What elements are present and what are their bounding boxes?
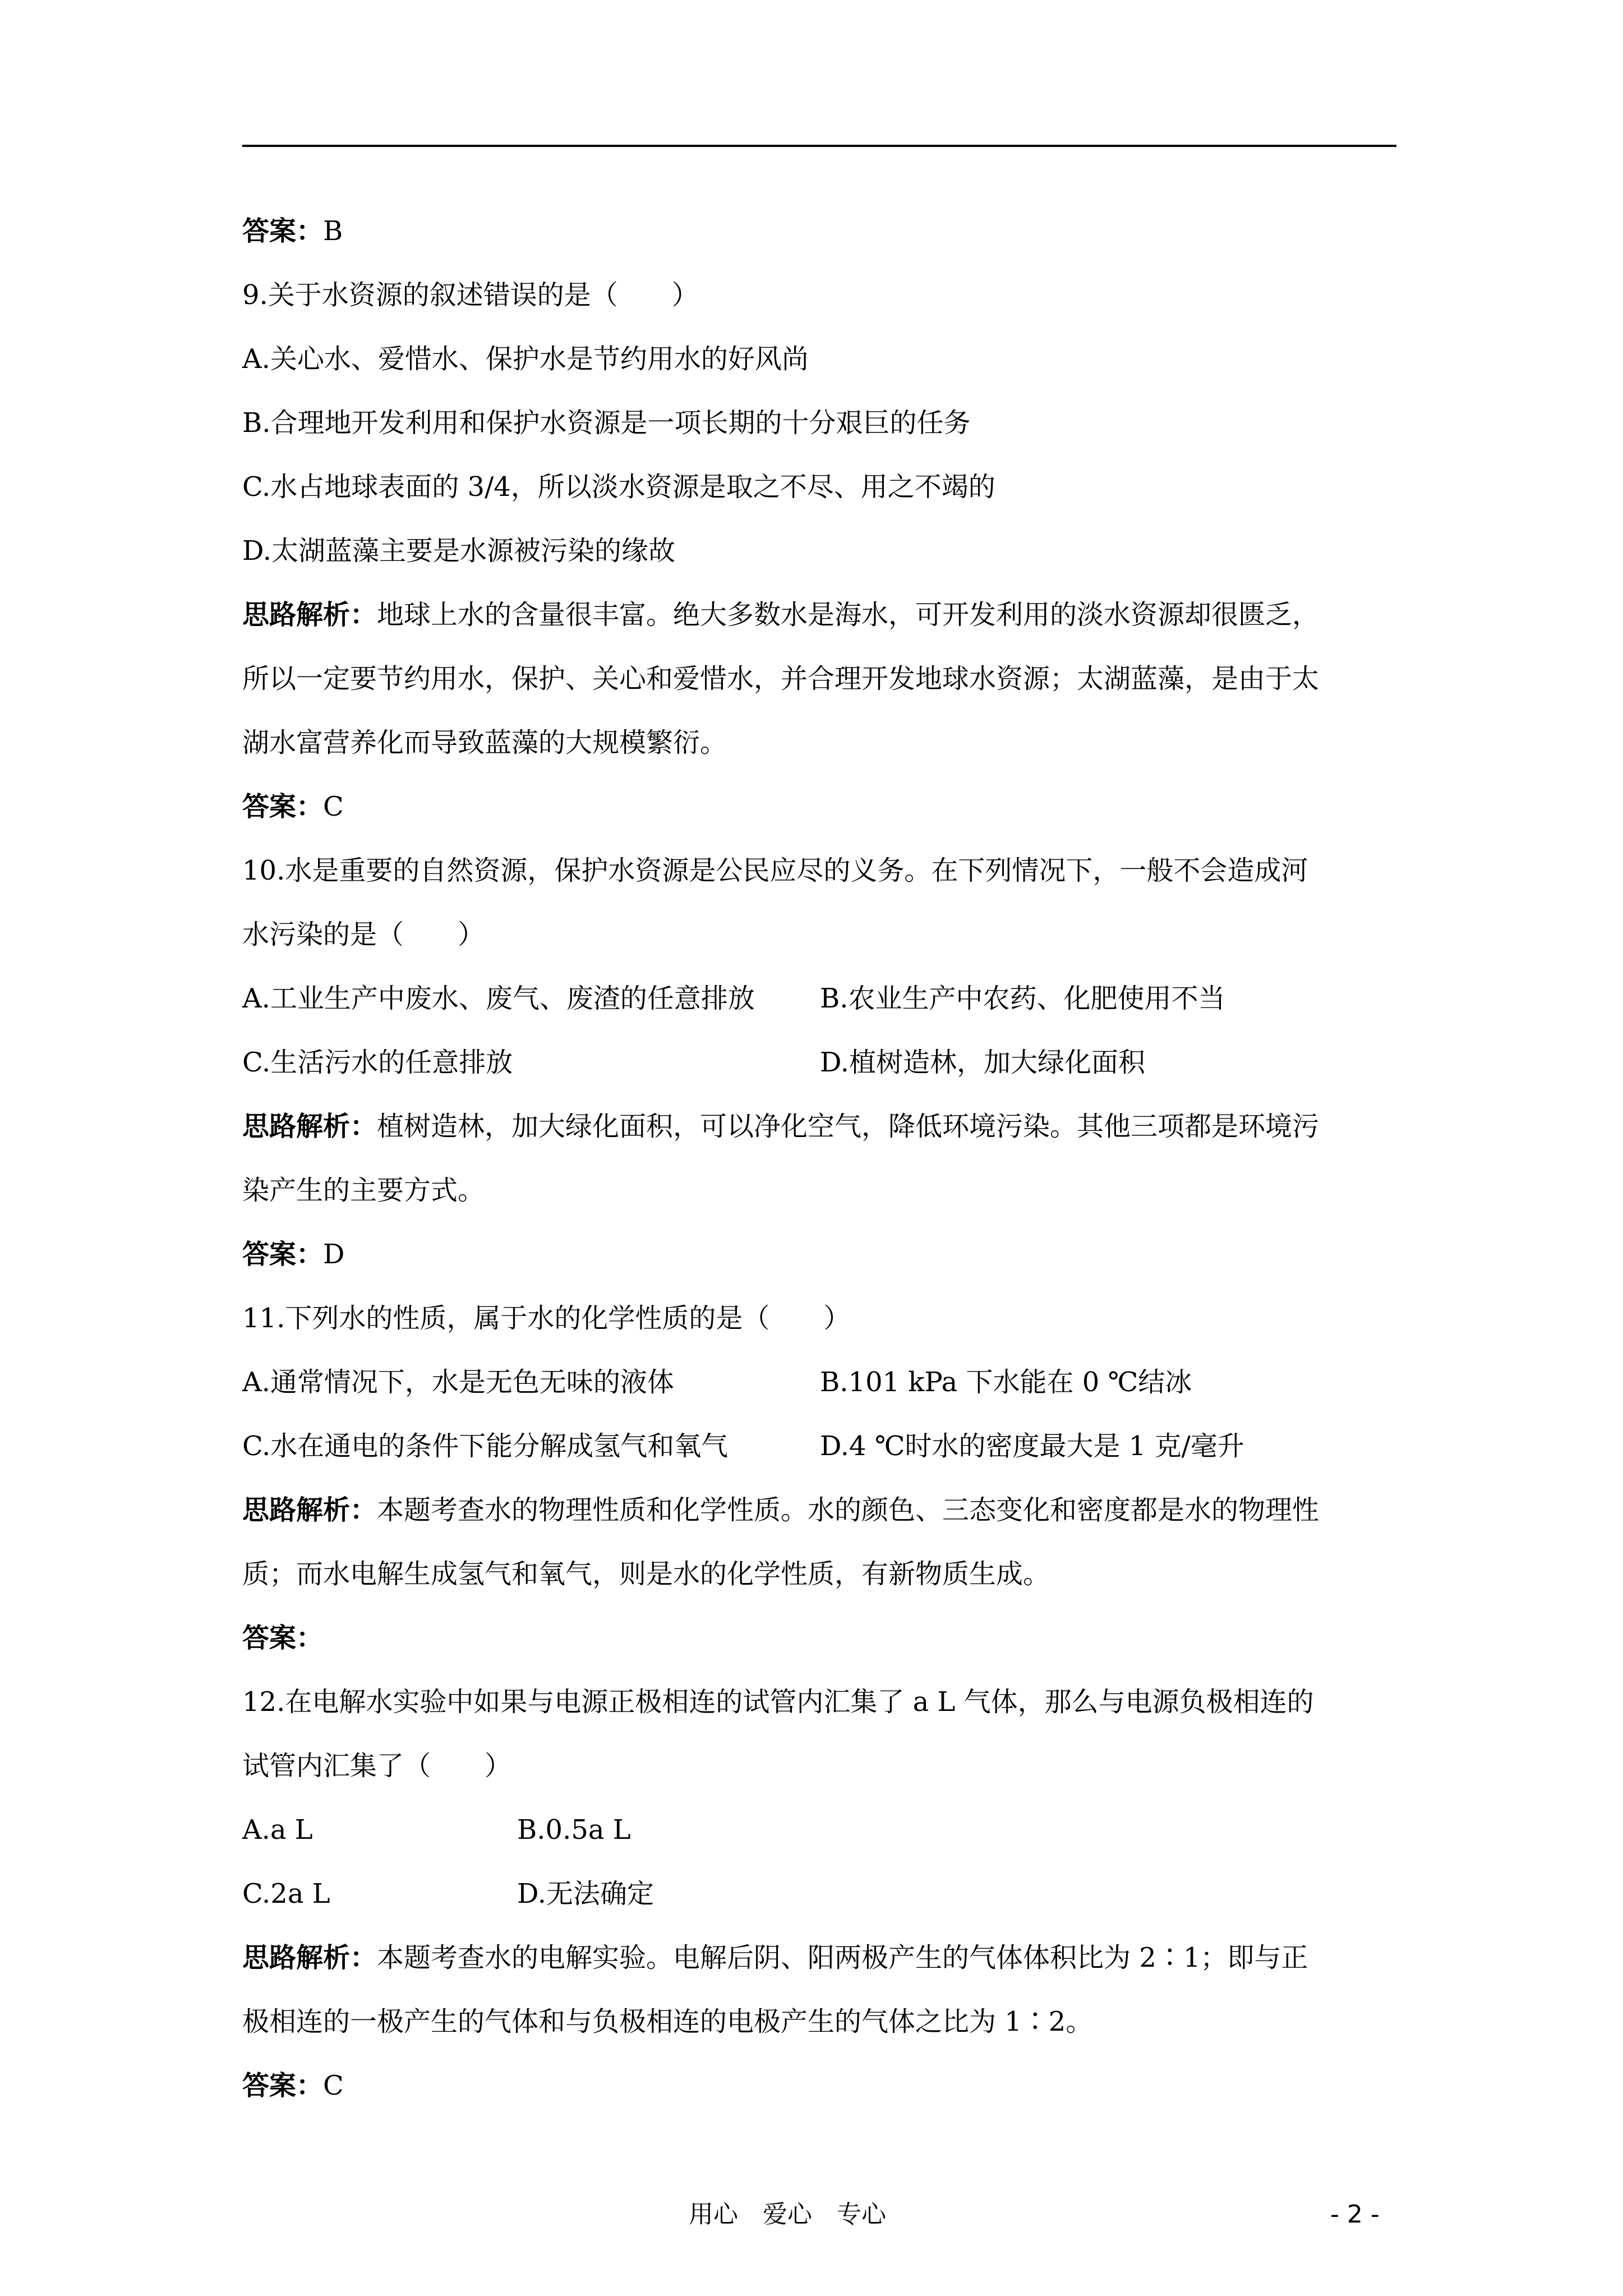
page-number: - 2 - (1330, 2200, 1380, 2229)
analysis-9-line-2: 所以一定要节约用水，保护、关心和爱惜水，并合理开发地球水资源；太湖蓝藻，是由于太 (242, 663, 1320, 694)
analysis-label: 思路解析： (242, 1111, 377, 1142)
question-9-option-b: B.合理地开发利用和保护水资源是一项长期的十分艰巨的任务 (242, 407, 971, 439)
analysis-label: 思路解析： (242, 1494, 377, 1526)
question-10: 10.水是重要的自然资源，保护水资源是公民应尽的义务。在下列情况下，一般不会造成河 (242, 855, 1308, 886)
question-12-line-2: 试管内汇集了（ ） (242, 1750, 512, 1782)
analysis-11: 思路解析：本题考查水的物理性质和化学性质。水的颜色、三态变化和密度都是水的物理性 (242, 1494, 1320, 1526)
question-12-option-d: D.无法确定 (517, 1878, 654, 1910)
question-9-option-d: D.太湖蓝藻主要是水源被污染的缘故 (242, 535, 676, 567)
answer-10: 答案：D (242, 1239, 345, 1270)
question-10-option-b: B.农业生产中农药、化肥使用不当 (820, 983, 1225, 1014)
question-9-option-a: A.关心水、爱惜水、保护水是节约用水的好风尚 (242, 343, 809, 375)
header-rule (242, 145, 1396, 147)
question-10-option-a: A.工业生产中废水、废气、废渣的任意排放 (242, 983, 755, 1014)
question-11-option-c: C.水在通电的条件下能分解成氢气和氧气 (242, 1430, 728, 1462)
answer-label: 答案： (242, 1622, 324, 1654)
answer-12: 答案：C (242, 2070, 344, 2101)
answer-label: 答案： (242, 791, 324, 822)
answer-9: 答案：C (242, 791, 344, 822)
question-11-option-b: B.101 kPa 下水能在 0 ℃结冰 (820, 1366, 1192, 1398)
answer-label: 答案： (242, 2070, 324, 2101)
question-11-option-d: D.4 ℃时水的密度最大是 1 克/毫升 (820, 1430, 1244, 1462)
analysis-9-line-3: 湖水富营养化而导致蓝藻的大规模繁衍。 (242, 727, 727, 758)
analysis-10: 思路解析：植树造林，加大绿化面积，可以净化空气，降低环境污染。其他三项都是环境污 (242, 1111, 1320, 1142)
question-9-option-c: C.水占地球表面的 3/4，所以淡水资源是取之不尽、用之不竭的 (242, 471, 995, 503)
analysis-label: 思路解析： (242, 1942, 377, 1973)
footer-motto: 用心 爱心 专心 (689, 2200, 886, 2229)
question-11-option-a: A.通常情况下，水是无色无味的液体 (242, 1366, 674, 1398)
question-9: 9.关于水资源的叙述错误的是（ ） (242, 279, 699, 311)
question-12-option-a: A.a L (242, 1814, 313, 1846)
question-12-option-b: B.0.5a L (517, 1814, 631, 1846)
answer-8: 答案：B (242, 215, 343, 247)
question-12: 12.在电解水实验中如果与电源正极相连的试管内汇集了 a L 气体，那么与电源负极相连的 (242, 1686, 1314, 1718)
analysis-9: 思路解析：地球上水的含量很丰富。绝大多数水是海水，可开发利用的淡水资源却很匮乏， (242, 599, 1320, 631)
question-12-option-c: C.2a L (242, 1878, 330, 1910)
analysis-11-line-2: 质；而水电解生成氢气和氧气，则是水的化学性质，有新物质生成。 (242, 1558, 1050, 1590)
question-10-options-ab (242, 981, 755, 1016)
analysis-10-line-2: 染产生的主要方式。 (242, 1175, 485, 1206)
question-10-option-d: D.植树造林，加大绿化面积 (820, 1047, 1146, 1078)
question-10-line-2: 水污染的是（ ） (242, 919, 485, 950)
analysis-label: 思路解析： (242, 599, 377, 631)
answer-label: 答案： (242, 1239, 324, 1270)
answer-label: 答案： (242, 215, 324, 247)
analysis-12-line-2: 极相连的一极产生的气体和与负极相连的电极产生的气体之比为 1∶2。 (242, 2006, 1093, 2037)
question-10-option-c: C.生活污水的任意排放 (242, 1047, 513, 1078)
question-11: 11.下列水的性质，属于水的化学性质的是（ ） (242, 1303, 851, 1334)
analysis-12: 思路解析：本题考查水的电解实验。电解后阴、阳两极产生的气体体积比为 2∶1；即与正 (242, 1942, 1308, 1973)
answer-11 (242, 1620, 323, 1656)
